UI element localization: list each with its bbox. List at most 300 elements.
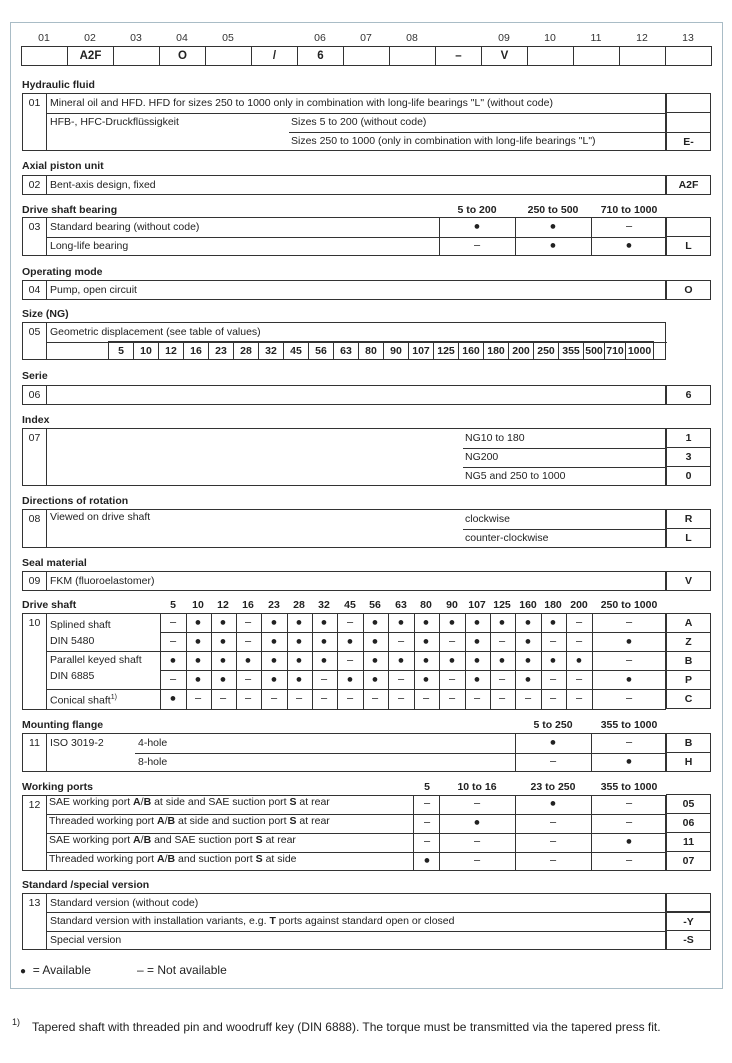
- availability-mark: –: [423, 835, 431, 848]
- size-cell-355: 355: [558, 341, 584, 360]
- availability-mark: ●: [270, 635, 278, 648]
- position-number-01: 01: [38, 32, 50, 44]
- availability-mark: –: [397, 692, 405, 705]
- availability-mark: ●: [194, 616, 202, 629]
- grid-line: [160, 613, 161, 710]
- availability-mark: ●: [397, 616, 405, 629]
- section-title-hydraulic-fluid: Hydraulic fluid: [22, 79, 95, 91]
- col-header: 710 to 1000: [600, 204, 658, 216]
- availability-mark: –: [575, 692, 583, 705]
- availability-mark: ●: [219, 673, 227, 686]
- position-number-04: 04: [176, 32, 188, 44]
- bent-axis-text: Bent-axis design, fixed: [50, 179, 156, 191]
- position-number-09: 09: [498, 32, 510, 44]
- section-title-drive-shaft-bearing: Drive shaft bearing: [22, 204, 118, 216]
- availability-mark: ●: [219, 635, 227, 648]
- availability-mark: ●: [422, 635, 430, 648]
- code-box: O: [159, 46, 206, 66]
- availability-mark: ●: [625, 835, 633, 848]
- size-cell-23: 23: [208, 341, 234, 360]
- section-03-table: [22, 217, 666, 256]
- position-number-05: 05: [222, 32, 234, 44]
- position-number-03: 03: [130, 32, 142, 44]
- grid-line: [211, 613, 212, 710]
- code-cell-h: H: [666, 752, 711, 772]
- code-cell-11: 11: [666, 832, 711, 852]
- availability-mark: ●: [194, 635, 202, 648]
- availability-mark: ●: [549, 616, 557, 629]
- col-header: 355 to 1000: [600, 781, 658, 793]
- code-cell-empty: [666, 217, 711, 237]
- availability-mark: –: [169, 673, 177, 686]
- availability-mark: ●: [270, 616, 278, 629]
- grid-line: [439, 613, 440, 710]
- availability-mark: –: [423, 816, 431, 829]
- availability-mark: –: [320, 673, 328, 686]
- code-box: [665, 46, 712, 66]
- section-10-table: [22, 613, 666, 710]
- size-cell-710: 710: [604, 341, 626, 360]
- parallel-keyed-shaft-text: Parallel keyed shaft: [50, 654, 142, 666]
- availability-mark: –: [575, 616, 583, 629]
- availability-mark: ●: [371, 616, 379, 629]
- row-number: 09: [23, 572, 47, 590]
- row-number: 08: [23, 510, 47, 547]
- availability-mark: –: [473, 692, 481, 705]
- code-box: [527, 46, 574, 66]
- row-number: 04: [23, 281, 47, 299]
- grid-line: [337, 613, 338, 710]
- grid-line: [465, 613, 466, 710]
- availability-mark: –: [575, 673, 583, 686]
- code-cell-0: 0: [666, 466, 711, 486]
- section-11-table: [22, 733, 666, 772]
- availability-mark: –: [625, 692, 633, 705]
- code-cell-empty: [666, 893, 711, 912]
- position-number-12: 12: [636, 32, 648, 44]
- availability-mark: ●: [549, 797, 557, 810]
- code-cell-e: E-: [666, 132, 711, 151]
- code-cell-p: P: [666, 670, 711, 690]
- code-cell-a: A: [666, 613, 711, 633]
- code-box: [21, 46, 68, 66]
- availability-mark: –: [473, 239, 481, 252]
- row-number: 03: [23, 218, 47, 255]
- availability-mark: ●: [270, 654, 278, 667]
- availability-mark: ●: [498, 616, 506, 629]
- position-number-11: 11: [590, 32, 602, 44]
- availability-mark: ●: [473, 816, 481, 829]
- code-cell-empty: [666, 93, 711, 113]
- availability-mark: –: [625, 654, 633, 667]
- code-cell-a2f: A2F: [666, 175, 711, 195]
- size-cell-32: 32: [258, 341, 284, 360]
- code-cell-s: -S: [666, 930, 711, 950]
- section-13-table: [22, 893, 666, 950]
- availability-mark: ●: [422, 616, 430, 629]
- col-header: 180: [544, 599, 562, 611]
- position-number-07: 07: [360, 32, 372, 44]
- availability-mark: ●: [625, 239, 633, 252]
- size-cell-56: 56: [308, 341, 334, 360]
- grid-line: [592, 613, 593, 710]
- col-header: 107: [468, 599, 486, 611]
- size-cell-125: 125: [433, 341, 459, 360]
- position-number-13: 13: [682, 32, 694, 44]
- availability-mark: ●: [270, 673, 278, 686]
- availability-mark: –: [320, 692, 328, 705]
- row-number: 07: [23, 429, 47, 485]
- grid-line: [312, 613, 313, 710]
- special-version-text: Special version: [50, 934, 122, 946]
- code-cell-o: O: [666, 280, 711, 300]
- grid-line: [566, 613, 567, 710]
- availability-mark: –: [625, 616, 633, 629]
- grid-line: [541, 613, 542, 710]
- col-header: 5: [170, 599, 176, 611]
- section-title-working-ports: Working ports: [22, 781, 93, 793]
- pump-open-circuit-text: Pump, open circuit: [50, 284, 137, 296]
- availability-mark: –: [346, 616, 354, 629]
- availability-mark: ●: [219, 654, 227, 667]
- row-number: 02: [23, 176, 47, 194]
- col-header: 23 to 250: [530, 781, 576, 793]
- availability-mark: –: [549, 755, 557, 768]
- availability-mark: –: [346, 692, 354, 705]
- availability-mark: –: [219, 692, 227, 705]
- grid-line: [388, 613, 389, 710]
- size-cell-10: 10: [133, 341, 159, 360]
- din-6885-text: DIN 6885: [50, 670, 95, 682]
- availability-mark: ●: [524, 635, 532, 648]
- grid-line: [236, 613, 237, 710]
- index-ng200: NG200: [465, 451, 499, 463]
- availability-mark: –: [625, 220, 633, 233]
- availability-mark: ●: [244, 654, 252, 667]
- code-cell-06: 06: [666, 813, 711, 833]
- code-box: [573, 46, 620, 66]
- availability-mark: ●: [371, 635, 379, 648]
- availability-mark: ●: [625, 635, 633, 648]
- code-box: V: [481, 46, 528, 66]
- conical-shaft-text: Conical shaft$^{1)}$: [50, 694, 117, 707]
- size-cell-107: 107: [408, 341, 434, 360]
- row-number: 01: [23, 94, 47, 150]
- availability-mark: ●: [549, 736, 557, 749]
- availability-mark: ●: [320, 635, 328, 648]
- col-header: 90: [446, 599, 458, 611]
- code-box: 6: [297, 46, 344, 66]
- counter-clockwise-text: counter-clockwise: [465, 532, 549, 544]
- working-port-text: Threaded working port A/B at side and suction port S at rear: [49, 815, 330, 827]
- index-ng5-250-1000: NG5 and 250 to 1000: [465, 470, 566, 482]
- code-box: [619, 46, 666, 66]
- availability-mark: –: [549, 673, 557, 686]
- row-number: 10: [23, 614, 47, 709]
- size-cell-90: 90: [383, 341, 409, 360]
- code-cell-z: Z: [666, 632, 711, 652]
- availability-mark: ●: [346, 635, 354, 648]
- availability-mark: –: [295, 692, 303, 705]
- size-cell-63: 63: [333, 341, 359, 360]
- section-02-table: [22, 175, 666, 195]
- availability-mark: ●: [625, 673, 633, 686]
- clockwise-text: clockwise: [465, 513, 510, 525]
- availability-mark: ●: [524, 616, 532, 629]
- availability-mark: ●: [422, 673, 430, 686]
- mineral-oil-text: Mineral oil and HFD. HFD for sizes 250 to 1000 only in combination with long-life bearings "L" (without code): [50, 97, 553, 109]
- size-cell-45: 45: [283, 341, 309, 360]
- col-header: 23: [268, 599, 280, 611]
- iso-3019-2-text: ISO 3019-2: [50, 737, 104, 749]
- code-box: –: [435, 46, 482, 66]
- code-cell-y: -Y: [666, 912, 711, 931]
- size-cell-1000: 1000: [625, 341, 654, 360]
- availability-mark: ●: [169, 692, 177, 705]
- col-header: 125: [493, 599, 511, 611]
- code-cell-r: R: [666, 509, 711, 529]
- availability-mark: –: [244, 635, 252, 648]
- availability-mark: –: [524, 692, 532, 705]
- 8-hole-text: 8-hole: [138, 756, 168, 768]
- availability-mark: ●: [549, 654, 557, 667]
- availability-mark: –: [473, 854, 481, 867]
- availability-mark: –: [448, 673, 456, 686]
- section-08-table: [22, 509, 666, 548]
- col-header: 5 to 250: [533, 719, 573, 731]
- availability-mark: ●: [371, 673, 379, 686]
- availability-mark: ●: [423, 854, 431, 867]
- availability-mark: ●: [295, 616, 303, 629]
- col-header: 200: [570, 599, 588, 611]
- standard-version-text: Standard version (without code): [50, 897, 199, 909]
- availability-mark: –: [346, 654, 354, 667]
- footnote-mark: 1): [12, 1017, 21, 1027]
- working-port-text: Threaded working port A/B and suction port S at side: [49, 853, 297, 865]
- availability-mark: ●: [524, 673, 532, 686]
- grid-line: [186, 613, 187, 710]
- grid-line: [515, 613, 516, 710]
- availability-mark: –: [549, 854, 557, 867]
- section-title-operating-mode: Operating mode: [22, 266, 103, 278]
- code-box: [205, 46, 252, 66]
- section-07-table: [22, 428, 666, 486]
- geometric-displacement-text: Geometric displacement (see table of values): [50, 326, 261, 338]
- standard-variants-text: Standard version with installation variants, e.g. T ports against standard open or closed: [50, 915, 455, 927]
- col-header: 16: [242, 599, 254, 611]
- availability-mark: –: [422, 692, 430, 705]
- viewed-on-drive-shaft-text: Viewed on drive shaft: [50, 511, 151, 523]
- availability-mark: –: [169, 635, 177, 648]
- din-5480-text: DIN 5480: [50, 635, 95, 647]
- section-title-version: Standard /special version: [22, 879, 150, 891]
- availability-mark: ●: [397, 654, 405, 667]
- col-header: 63: [395, 599, 407, 611]
- availability-mark: ●: [575, 654, 583, 667]
- row-number: 06: [23, 386, 47, 404]
- col-header: 28: [293, 599, 305, 611]
- row-number: 13: [23, 894, 47, 949]
- index-ng10-180: NG10 to 180: [465, 432, 525, 444]
- size-cell-12: 12: [158, 341, 184, 360]
- availability-mark: ●: [473, 616, 481, 629]
- section-04-table: [22, 280, 666, 300]
- section-title-drive-shaft: Drive shaft: [22, 599, 77, 611]
- code-cell-v: V: [666, 571, 711, 591]
- working-port-text: SAE working port A/B at side and SAE suction port S at rear: [49, 796, 330, 808]
- availability-mark: –: [625, 854, 633, 867]
- code-cell-6: 6: [666, 385, 711, 405]
- code-cell-c: C: [666, 689, 711, 709]
- col-header: 160: [519, 599, 537, 611]
- availability-mark: –: [625, 816, 633, 829]
- col-header: 5 to 200: [457, 204, 497, 216]
- section-title-index: Index: [22, 414, 50, 426]
- working-port-text: SAE working port A/B and SAE suction port S at rear: [49, 834, 296, 846]
- availability-mark: ●: [473, 654, 481, 667]
- availability-mark: ●: [498, 654, 506, 667]
- availability-mark: –: [244, 616, 252, 629]
- position-number-02: 02: [84, 32, 96, 44]
- availability-mark: ●: [346, 673, 354, 686]
- size-cell-180: 180: [483, 341, 509, 360]
- grid-line: [414, 613, 415, 710]
- size-cell-250: 250: [533, 341, 559, 360]
- size-cell-16: 16: [183, 341, 209, 360]
- availability-mark: ●: [422, 654, 430, 667]
- code-cell-l: L: [666, 528, 711, 548]
- legend-available: ● = Available: [20, 963, 91, 977]
- availability-mark: ●: [473, 220, 481, 233]
- availability-mark: ●: [320, 654, 328, 667]
- section-title-size: Size (NG): [22, 308, 69, 320]
- row-number: 11: [23, 734, 47, 771]
- availability-mark: –: [549, 816, 557, 829]
- availability-mark: ●: [448, 616, 456, 629]
- availability-mark: –: [473, 835, 481, 848]
- code-cell-b: B: [666, 733, 711, 753]
- code-cell-b: B: [666, 651, 711, 671]
- code-box: [389, 46, 436, 66]
- code-cell-l: L: [666, 236, 711, 256]
- availability-mark: ●: [295, 654, 303, 667]
- section-06-table: [22, 385, 666, 405]
- footnote-text: Tapered shaft with threaded pin and woodruff key (DIN 6888). The torque must be transmitted via the tapered press fit.: [32, 1020, 661, 1034]
- row-number: 12: [23, 796, 47, 870]
- availability-mark: –: [549, 835, 557, 848]
- col-header: 10: [192, 599, 204, 611]
- availability-mark: –: [625, 736, 633, 749]
- sizes-5-200-text: Sizes 5 to 200 (without code): [291, 116, 427, 128]
- grid-line: [287, 613, 288, 710]
- size-cell-200: 200: [508, 341, 534, 360]
- availability-mark: –: [423, 797, 431, 810]
- position-number-08: 08: [406, 32, 418, 44]
- col-header: 56: [369, 599, 381, 611]
- long-life-bearing-text: Long-life bearing: [50, 240, 129, 252]
- 4-hole-text: 4-hole: [138, 737, 168, 749]
- section-title-mounting-flange: Mounting flange: [22, 719, 104, 731]
- availability-mark: –: [244, 673, 252, 686]
- availability-mark: ●: [194, 673, 202, 686]
- availability-mark: –: [473, 797, 481, 810]
- availability-mark: –: [244, 692, 252, 705]
- availability-mark: –: [549, 635, 557, 648]
- availability-mark: ●: [219, 616, 227, 629]
- section-title-axial-piston-unit: Axial piston unit: [22, 160, 104, 172]
- section-title-rotation: Directions of rotation: [22, 495, 129, 507]
- availability-mark: –: [625, 797, 633, 810]
- availability-mark: ●: [371, 654, 379, 667]
- availability-mark: ●: [448, 654, 456, 667]
- code-cell-3: 3: [666, 447, 711, 467]
- availability-mark: –: [448, 692, 456, 705]
- grid-line: [261, 613, 262, 710]
- code-cell-empty: [666, 113, 711, 133]
- legend-not-available: – = Not available: [137, 963, 227, 977]
- availability-mark: –: [498, 673, 506, 686]
- col-header: 250 to 500: [527, 204, 579, 216]
- availability-mark: ●: [524, 654, 532, 667]
- availability-mark: ●: [194, 654, 202, 667]
- availability-mark: –: [397, 673, 405, 686]
- hfb-text: HFB-, HFC-Druckflüssigkeit: [50, 116, 179, 128]
- size-cell-160: 160: [458, 341, 484, 360]
- availability-mark: –: [397, 635, 405, 648]
- col-header: 32: [318, 599, 330, 611]
- availability-mark: –: [498, 635, 506, 648]
- code-box: [113, 46, 160, 66]
- sizes-250-1000-text: Sizes 250 to 1000 (only in combination with long-life bearings "L"): [291, 135, 596, 147]
- availability-mark: –: [194, 692, 202, 705]
- availability-mark: –: [549, 692, 557, 705]
- code-cell-07: 07: [666, 851, 711, 871]
- col-header: 355 to 1000: [600, 719, 658, 731]
- availability-mark: ●: [473, 635, 481, 648]
- code-box: /: [251, 46, 298, 66]
- availability-mark: ●: [625, 755, 633, 768]
- position-number-10: 10: [544, 32, 556, 44]
- col-header: 80: [420, 599, 432, 611]
- code-box: [343, 46, 390, 66]
- availability-mark: –: [270, 692, 278, 705]
- splined-shaft-text: Splined shaft: [50, 619, 111, 631]
- col-header: 12: [217, 599, 229, 611]
- section-01-table: [22, 93, 666, 151]
- availability-mark: ●: [549, 239, 557, 252]
- availability-mark: –: [498, 692, 506, 705]
- size-cell-5: 5: [108, 341, 134, 360]
- col-header: 250 to 1000: [600, 599, 658, 611]
- availability-mark: ●: [473, 673, 481, 686]
- code-box: A2F: [67, 46, 114, 66]
- row-number: 05: [23, 323, 47, 359]
- availability-mark: ●: [295, 635, 303, 648]
- size-cell-80: 80: [358, 341, 384, 360]
- size-cell-28: 28: [233, 341, 259, 360]
- size-cell-500: 500: [583, 341, 605, 360]
- section-title-seal-material: Seal material: [22, 557, 87, 569]
- standard-bearing-text: Standard bearing (without code): [50, 221, 200, 233]
- availability-mark: –: [371, 692, 379, 705]
- grid-line: [490, 613, 491, 710]
- col-header: 5: [424, 781, 430, 793]
- grid-line: [363, 613, 364, 710]
- availability-mark: ●: [549, 220, 557, 233]
- code-cell-05: 05: [666, 794, 711, 814]
- col-header: 10 to 16: [457, 781, 497, 793]
- section-title-serie: Serie: [22, 370, 48, 382]
